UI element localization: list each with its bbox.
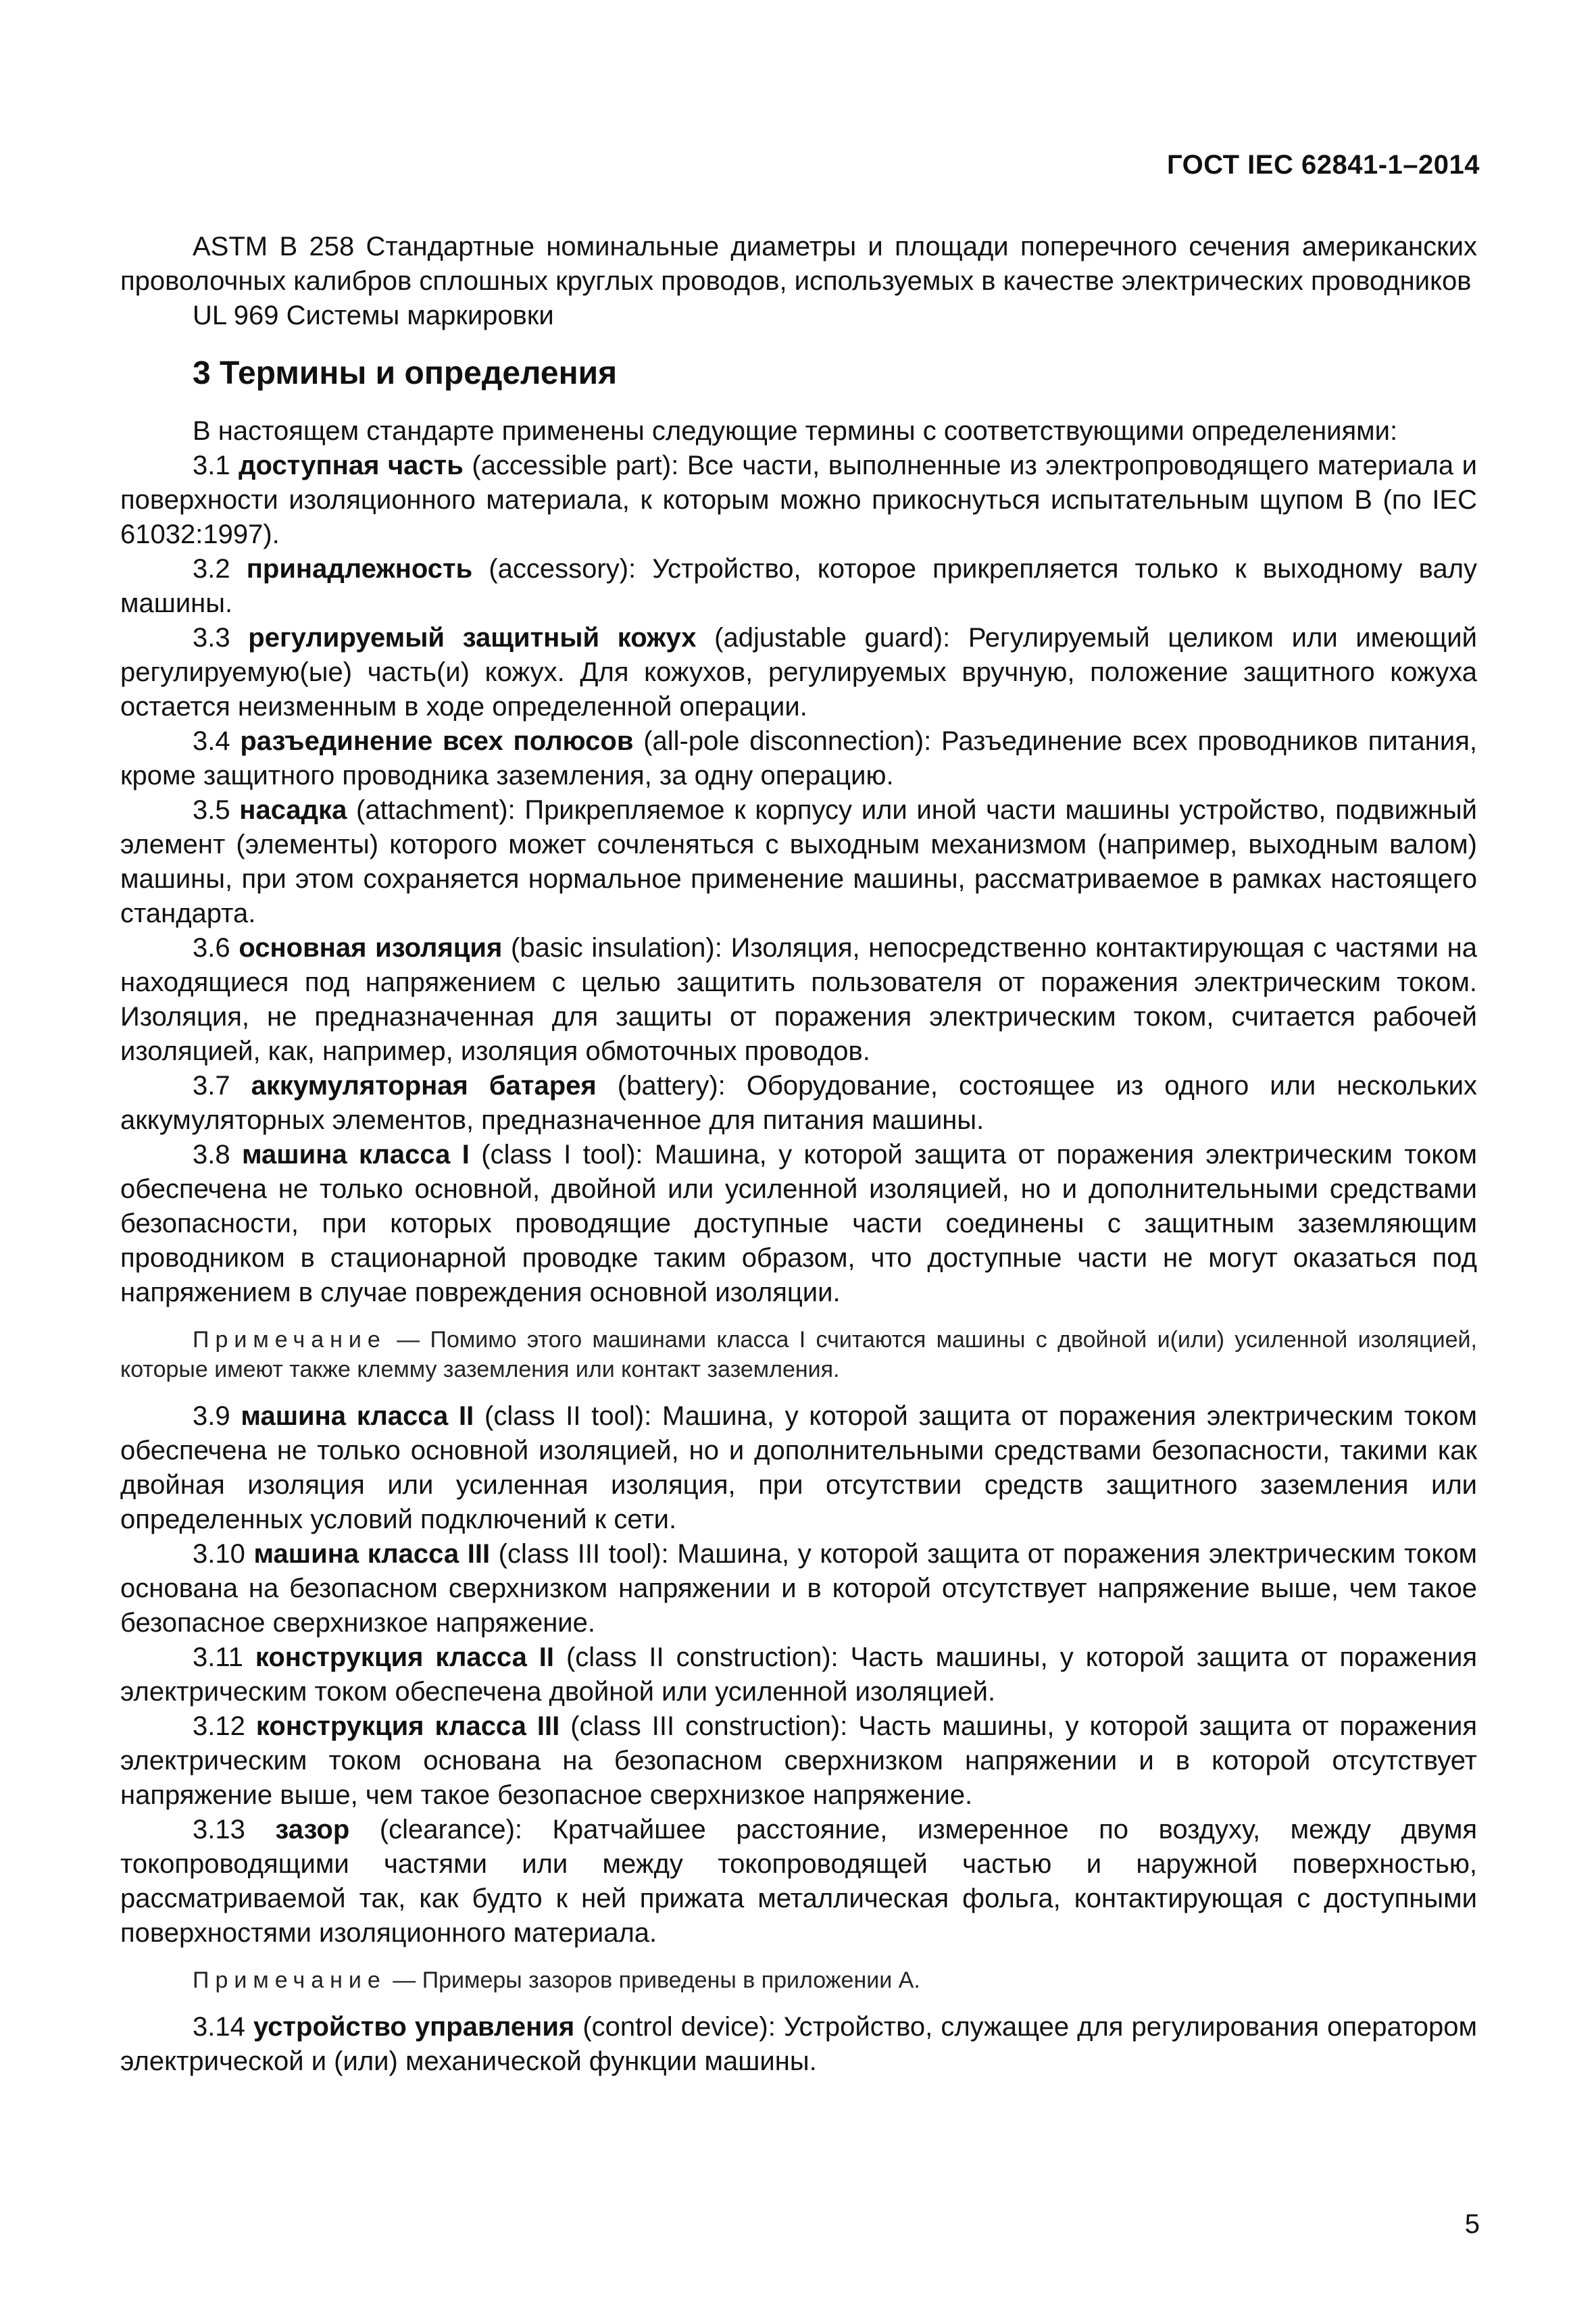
note-clearance xyxy=(120,1965,1477,1995)
term-number: 3.8 xyxy=(193,1140,230,1169)
terms-list xyxy=(120,1399,1477,1951)
document-body xyxy=(120,230,1477,2079)
term-definition xyxy=(120,931,1477,1069)
term-number: 3.12 xyxy=(193,1711,245,1741)
page-number: 5 xyxy=(1464,2209,1480,2239)
term-definition xyxy=(120,1813,1477,1951)
term-definition xyxy=(120,552,1477,621)
term-number: 3.10 xyxy=(193,1539,245,1569)
term-name: регулируемый защитный кожух xyxy=(248,623,697,653)
term-definition xyxy=(120,1640,1477,1709)
term-definition xyxy=(120,449,1477,552)
term-definition xyxy=(120,1138,1477,1310)
term-text: (basic insulation): Изоляция, непосредственно контактирующая с частями на находящиеся под напряжением с целью защитить пользователя от поражения электрическим током. Изоляция, не предназначенная для защиты от поражения электрическим током, считается рабочей изоляцией, как, например, изоляция обмоточных проводов. xyxy=(120,933,1477,1066)
terms-list xyxy=(120,2010,1477,2079)
term-name: машина класса III xyxy=(253,1539,491,1569)
term-name: зазор xyxy=(275,1815,350,1844)
term-text: (class I tool): Машина, у которой защита от поражения электрическим током обеспечена не только основной, двойной или усиленной изоляцией, но и дополнительными средствами безопасности, при которых проводящие доступные части соединены с защитным заземляющим проводником в стационарной проводке таким образом, что доступные части не могут оказаться под напряжением в случае повреждения основной изоляции. xyxy=(120,1140,1478,1307)
note-label: Примечание xyxy=(193,1967,386,1993)
term-text: (control device): Устройство, служащее для регулирования оператором электрической и (или) механической функции машины. xyxy=(120,2012,1477,2076)
term-number: 3.3 xyxy=(193,623,230,653)
note-class-i xyxy=(120,1325,1477,1384)
term-name: конструкция класса III xyxy=(255,1711,560,1741)
note-text: — Помимо этого машинами класса I считаются машины с двойной и(или) усиленной изоляцией, которые имеют также клемму заземления или контакт заземления. xyxy=(120,1327,1477,1382)
term-definition xyxy=(120,1399,1477,1537)
term-name: принадлежность xyxy=(246,554,473,584)
term-name: насадка xyxy=(239,795,347,825)
term-number: 3.7 xyxy=(193,1071,230,1101)
term-name: устройство управления xyxy=(253,2012,575,2042)
term-text: (attachment): Прикрепляемое к корпусу или иной части машины устройство, подвижный элемент (элементы) которого может сочленяться с выходным механизмом (например, выходным валом) машины, при этом сохраняется нормальное применение машины, рассматриваемое в рамках настоящего стандарта. xyxy=(120,795,1477,928)
term-number: 3.9 xyxy=(193,1401,230,1431)
term-definition xyxy=(120,621,1477,724)
term-text: (all-pole disconnection): Разъединение всех проводников питания, кроме защитного проводника заземления, за одну операцию. xyxy=(120,726,1478,790)
term-name: машина класса II xyxy=(241,1401,474,1431)
term-number: 3.6 xyxy=(193,933,230,963)
term-number: 3.13 xyxy=(193,1815,245,1844)
term-name: машина класса I xyxy=(241,1140,470,1169)
term-definition xyxy=(120,1537,1477,1640)
term-number: 3.11 xyxy=(193,1642,243,1672)
terms-list xyxy=(120,449,1477,1310)
term-text: (accessory): Устройство, которое прикрепляется только к выходному валу машины. xyxy=(120,554,1477,618)
term-definition xyxy=(120,724,1477,793)
term-text: (class II tool): Машина, у которой защита от поражения электрическим током обеспечена не только основной изоляцией, но и дополнительными средствами безопасности, такими как двойная изоляция или усиленная изоляция, при отсутствии средств защитного заземления или определенных условий подключений к сети. xyxy=(120,1401,1477,1534)
note-text: — Примеры зазоров приведены в приложении А. xyxy=(386,1967,920,1993)
reference-astm: ASTM B 258 Стандартные номинальные диаметры и площади поперечного сечения американских проволочных калибров сплошных круглых проводов, используемых в качестве электрических проводников xyxy=(120,232,1477,296)
term-definition xyxy=(120,2010,1477,2079)
reference-ul: UL 969 Системы маркировки xyxy=(193,301,554,330)
term-text: (class III tool): Машина, у которой защита от поражения электрическим током основана на безопасном сверхнизком напряжении и в которой отсутствует напряжение выше, чем такое безопасное сверхнизкое напряжение. xyxy=(120,1539,1477,1638)
document-header: ГОСТ IEC 62841-1–2014 xyxy=(1166,150,1480,180)
term-number: 3.4 xyxy=(193,726,230,756)
term-text: (clearance): Кратчайшее расстояние, измеренное по воздуху, между двумя токопроводящими частями или между токопроводящей частью и наружной поверхностью, рассматриваемой так, как будто к ней прижата металлическая фольга, контактирующая с доступными поверхностями изоляционного материала. xyxy=(120,1815,1477,1948)
term-number: 3.14 xyxy=(193,2012,245,2042)
term-name: основная изоляция xyxy=(239,933,503,963)
term-number: 3.1 xyxy=(193,451,230,480)
note-label: Примечание xyxy=(193,1327,386,1353)
term-text: (battery): Оборудование, состоящее из одного или нескольких аккумуляторных элементов, предназначенное для питания машины. xyxy=(120,1071,1477,1135)
term-text: (accessible part): Все части, выполненные из электропроводящего материала и поверхности изоляционного материала, к которым можно прикоснуться испытательным щупом B (по IEC 61032:1997). xyxy=(120,451,1478,549)
term-name: доступная часть xyxy=(239,451,464,480)
term-text: (class II construction): Часть машины, у которой защита от поражения электрическим током обеспечена двойной или усиленной изоляцией. xyxy=(120,1642,1477,1707)
term-number: 3.2 xyxy=(193,554,230,584)
term-definition xyxy=(120,1069,1477,1138)
section-title: 3 Термины и определения xyxy=(193,355,618,391)
term-name: разъединение всех полюсов xyxy=(240,726,634,756)
term-definition xyxy=(120,1709,1477,1813)
term-number: 3.5 xyxy=(193,795,230,825)
term-text: (adjustable guard): Регулируемый целиком или имеющий регулируемую(ые) часть(и) кожух. Для кожухов, регулируемых вручную, положение защитного кожуха остается неизменным в ходе определенной операции. xyxy=(120,623,1477,722)
section-intro: В настоящем стандарте применены следующие термины с соответствующими определениями: xyxy=(193,416,1398,446)
term-text: (class III construction): Часть машины, у которой защита от поражения электрическим током основана на безопасном сверхнизком напряжении и в которой отсутствует напряжение выше, чем такое безопасное сверхнизкое напряжение. xyxy=(120,1711,1477,1810)
term-name: конструкция класса II xyxy=(255,1642,555,1672)
term-name: аккумуляторная батарея xyxy=(251,1071,597,1101)
term-definition xyxy=(120,793,1477,931)
